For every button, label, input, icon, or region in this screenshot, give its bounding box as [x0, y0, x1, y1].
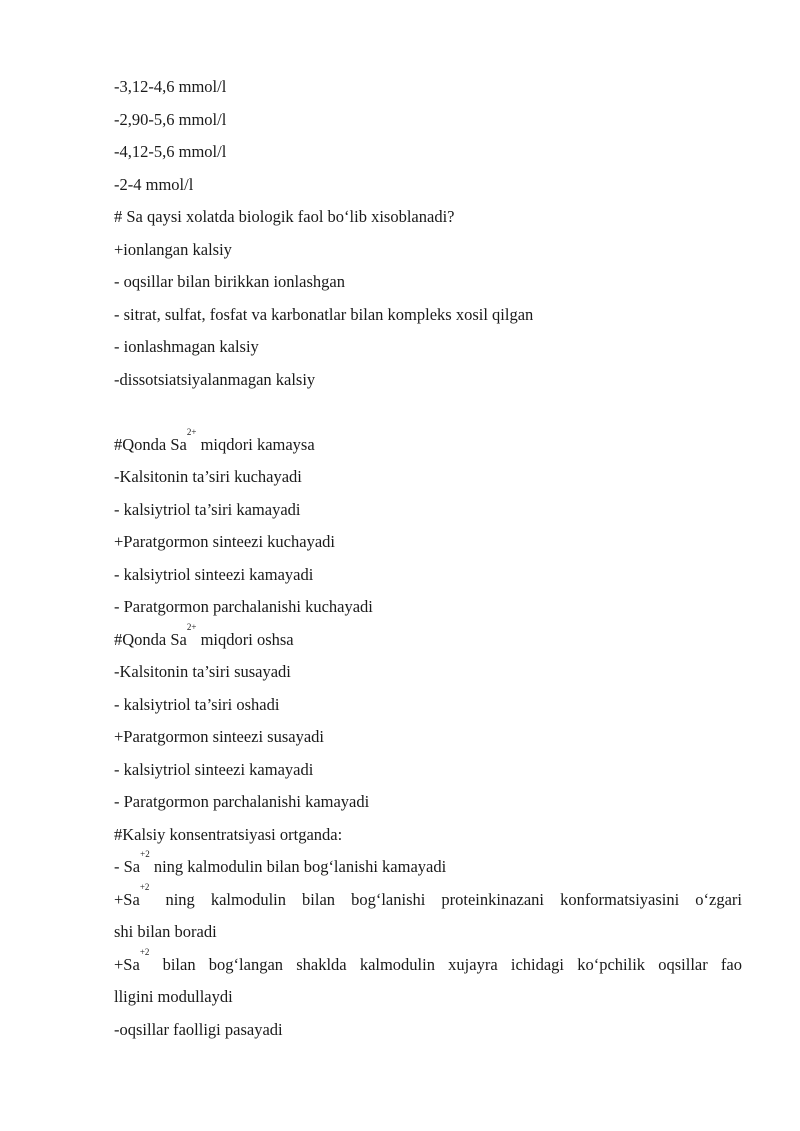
answer-option: - Paratgormon parchalanishi kuchayadi — [114, 597, 373, 616]
answer-option: -dissotsiatsiyalanmagan kalsiy — [114, 370, 316, 389]
answer-option: - ionlashmagan kalsiy — [114, 337, 259, 356]
correct-answer: +Paratgormon sinteezi susayadi — [114, 727, 325, 746]
answer-option: -oqsillar faolligi pasayadi — [114, 1020, 283, 1039]
answer-option: - oqsillar bilan birikkan ionlashgan — [114, 272, 345, 291]
answer-option: -Kalsitonin ta’siri kuchayadi — [114, 467, 302, 486]
answer-continuation: shi bilan boradi — [114, 922, 217, 941]
answer-option: -Kalsitonin ta’siri susayadi — [114, 662, 291, 681]
question-line: #Kalsiy konsentratsiyasi ortganda: — [114, 825, 343, 844]
answer-option: - $Sa^{+2}$ ning kalmodulin bilan bog‘lanishi kamayadi — [114, 849, 447, 876]
answer-option: -3,12-4,6 mmol/l — [114, 77, 227, 96]
question-line: #Qonda $Sa^{2+}$ miqdori kamaysa — [114, 427, 315, 454]
correct-answer: +ionlangan kalsiy — [114, 240, 232, 259]
correct-answer: +Paratgormon sinteezi kuchayadi — [114, 532, 335, 551]
answer-option: - sitrat, sulfat, fosfat va karbonatlar bilan kompleks xosil qilgan — [114, 305, 534, 324]
answer-option: - Paratgormon parchalanishi kamayadi — [114, 792, 370, 811]
answer-option: -2,90-5,6 mmol/l — [114, 110, 227, 129]
answer-continuation: lligini modullaydi — [114, 987, 233, 1006]
answer-option: -4,12-5,6 mmol/l — [114, 142, 227, 161]
correct-answer: $+Sa^{+2}$ bilan bog‘langan shaklda kalmodulin xujayra ichidagi ko‘pchilik oqsillar fao — [114, 947, 742, 974]
question-line: # Sa qaysi xolatda biologik faol bo‘lib xisoblanadi? — [114, 207, 455, 226]
answer-option: - kalsiytriol ta’siri oshadi — [114, 695, 280, 714]
answer-option: -2-4 mmol/l — [114, 175, 194, 194]
question-line: #Qonda $Sa^{2+}$ miqdori oshsa — [114, 622, 294, 649]
answer-option: - kalsiytriol sinteezi kamayadi — [114, 760, 314, 779]
correct-answer: $+Sa^{+2}$ ning kalmodulin bilan bog‘lanishi proteinkinazani konformatsiyasini o‘zgari — [114, 882, 742, 909]
answer-option: - kalsiytriol ta’siri kamayadi — [114, 500, 301, 519]
answer-option: - kalsiytriol sinteezi kamayadi — [114, 565, 314, 584]
